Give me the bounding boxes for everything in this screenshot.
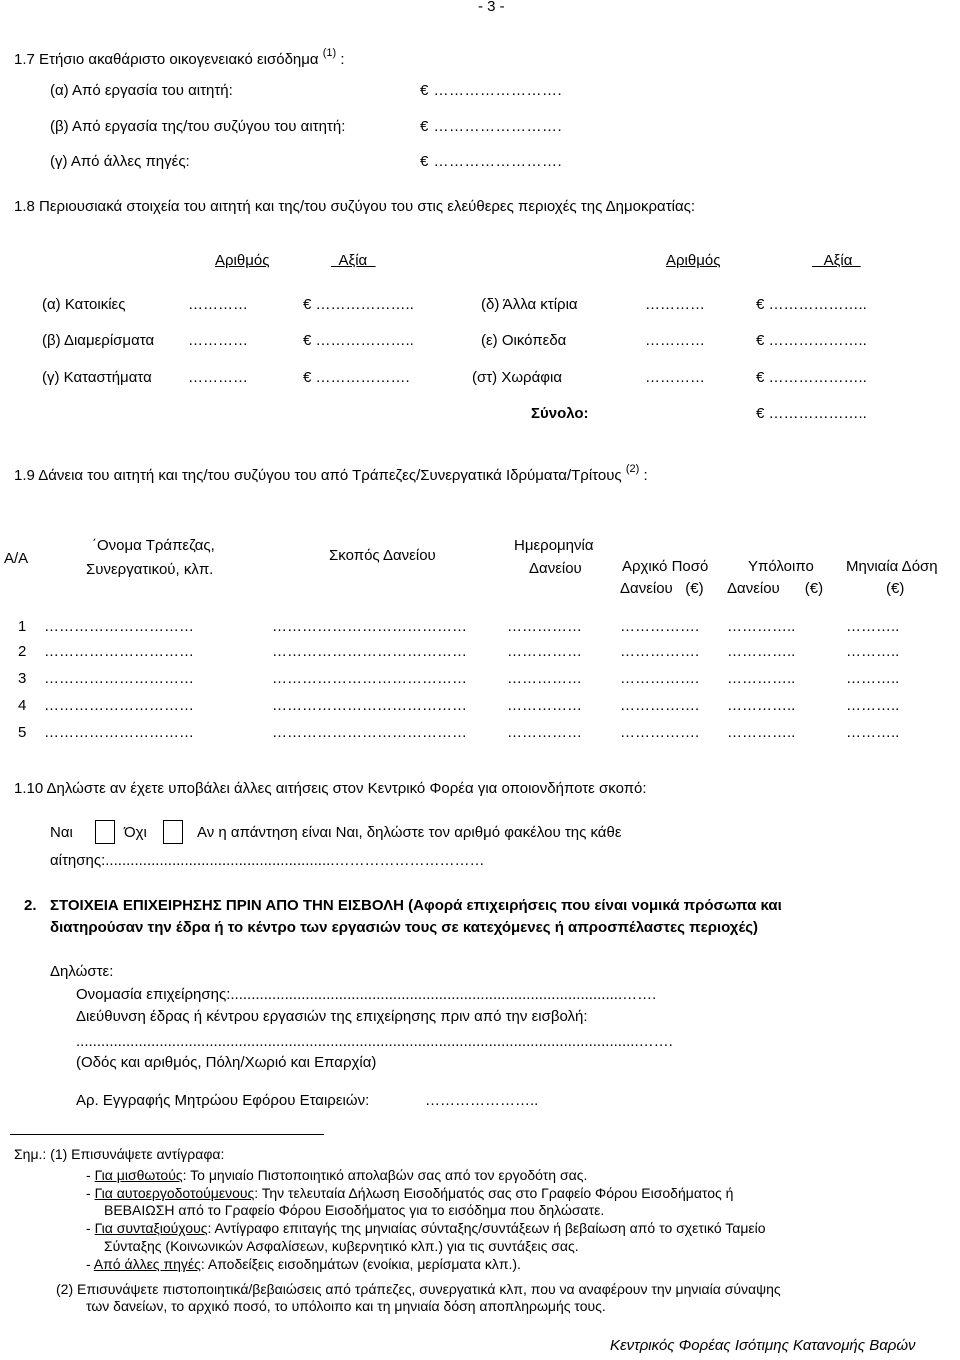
col-header-aa: Α/Α [4,550,29,567]
registry-label: Αρ. Εγγραφής Μητρώου Εφόρου Εταιρειών: [76,1092,370,1109]
application-numbers-field[interactable]: αίτησης:.......................................................………………………… [50,852,485,869]
yes-label: Ναι [50,824,73,841]
col-header-date-2: Δανείου [529,560,582,577]
header-number-left: Αριθμός [215,252,270,269]
header-number-right: Αριθμός [666,252,721,269]
income-label-c: (γ) Από άλλες πηγές: [50,153,190,170]
note-item-text: : Αντίγραφο επιταγής της μηνιαίας σύνταξης/συντάξεων ή βεβαίωση από το σχετικό Ταμείο [207,1220,766,1236]
asset-value-c[interactable]: € ………………. [303,369,410,386]
yes-checkbox[interactable] [95,820,115,844]
note-1-head: Σημ.: (1) Επισυνάψετε αντίγραφα: [14,1146,225,1162]
loan-purpose-field[interactable]: ………………………………… [272,670,467,687]
business-name-field[interactable]: Ονομασία επιχείρησης:..............................................................................................……. [76,986,657,1003]
asset-label-c: (γ) Καταστήματα [42,369,152,386]
note-1-item-continuation: ΒΕΒΑΙΩΣΗ από το Γραφείο Φόρου Εισοδήματος για το εισόδημα που δηλώσατε. [104,1202,605,1218]
note-item-heading: Για αυτοεργοδοτούμενους [94,1185,255,1201]
address-field[interactable]: .......................................................................................................................................……. [76,1033,673,1050]
loan-balance-field[interactable]: ………….. [727,697,796,714]
asset-number-f[interactable]: ………… [645,369,705,386]
loan-monthly-field[interactable]: ……….. [846,697,900,714]
assets-total-label: Σύνολο: [531,405,589,422]
asset-value-b[interactable]: € ……………….. [303,332,414,349]
loan-balance-field[interactable]: ………….. [727,670,796,687]
section-1-7-title-text: 1.7 Ετήσιο ακαθάριστο οικογενειακό εισόδημα [14,51,319,68]
header-value-right: Αξία [812,252,861,269]
note-2-line2: των δανείων, το αρχικό ποσό, το υπόλοιπο και τη μηνιαία δόση αποπληρωμής τους. [86,1298,606,1314]
note-dash: - [86,1220,91,1236]
section-2-title-line2: διατηρούσαν την έδρα ή το κέντρο των εργασιών τους σε κατεχόμενες ή απροσπέλαστες περιοχές) [50,919,759,936]
loan-monthly-field[interactable]: ……….. [846,643,900,660]
note-item-heading: Για συνταξιούχους [94,1220,208,1236]
address-label: Διεύθυνση έδρας ή κέντρου εργασιών της επιχείρησης πριν από την εισβολή: [76,1008,588,1025]
asset-label-d: (δ) Άλλα κτίρια [481,296,578,313]
col-header-balance-2: Δανείου (€) [727,580,824,597]
footnote-ref-2: (2) [625,463,640,475]
section-2-title-line1: ΣΤΟΙΧΕΙΑ ΕΠΙΧΕΙΡΗΣΗΣ ΠΡΙΝ ΑΠΟ ΤΗΝ ΕΙΣΒΟΛΗ (Αφορά επιχειρήσεις που είναι νομικά πρόσωπα και [50,897,782,914]
loan-initial-field[interactable]: ……………. [620,643,700,660]
section-2-number: 2. [24,897,37,914]
note-item-heading: Από άλλες πηγές [93,1256,201,1272]
asset-value-d[interactable]: € ……………….. [756,296,867,313]
col-header-bank-1: ΄Ονομα Τράπεζας, [92,537,215,554]
asset-number-a[interactable]: ………… [188,296,248,313]
note-1-item [86,1220,766,1237]
section-1-9-colon: : [643,467,648,484]
col-header-monthly-1: Μηνιαία Δόση [846,558,938,575]
note-1-item [86,1185,733,1202]
section-1-10-title: 1.10 Δηλώστε αν έχετε υποβάλει άλλες αιτήσεις στον Κεντρικό Φορέα για οποιονδήποτε σκοπό: [14,780,647,797]
loan-purpose-field[interactable]: ………………………………… [272,724,467,741]
asset-value-f[interactable]: € ……………….. [756,369,867,386]
income-field-b[interactable]: € ……………………. [420,118,563,135]
assets-total-value[interactable]: € ……………….. [756,405,867,422]
asset-value-a[interactable]: € ……………….. [303,296,414,313]
loan-balance-field[interactable]: ………….. [727,643,796,660]
asset-number-c[interactable]: ………… [188,369,248,386]
if-yes-instruction: Αν η απάντηση είναι Ναι, δηλώστε τον αριθμό φακέλου της κάθε [197,824,622,841]
header-value-left: Αξία [331,252,376,269]
asset-number-b[interactable]: ………… [188,332,248,349]
col-header-balance-1: Υπόλοιπο [748,558,814,575]
loan-bank-field[interactable]: ………………………… [44,724,194,741]
section-1-8-title: 1.8 Περιουσιακά στοιχεία του αιτητή και της/του συζύγου του στις ελεύθερες περιοχές της Δημοκρατίας: [14,198,696,215]
loan-initial-field[interactable]: ……………. [620,670,700,687]
loan-date-field[interactable]: …………… [507,670,582,687]
col-header-purpose: Σκοπός Δανείου [329,547,436,564]
asset-label-b: (β) Διαμερίσματα [42,332,155,349]
address-hint: (Οδός και αριθμός, Πόλη/Χωριό και Επαρχία) [76,1054,377,1071]
asset-value-e[interactable]: € ……………….. [756,332,867,349]
section-1-9-title-text: 1.9 Δάνεια του αιτητή και της/του συζύγου του από Τράπεζες/Συνεργατικά Ιδρύματα/Τρίτους [14,467,622,484]
loan-bank-field[interactable]: ………………………… [44,670,194,687]
note-2-line1: (2) Επισυνάψετε πιστοποιητικά/βεβαιώσεις από τράπεζες, συνεργατικά κλπ, που να αναφέρουν την μηνιαία σύναψης [56,1281,781,1297]
note-1-item [86,1167,587,1184]
asset-label-e: (ε) Οικόπεδα [481,332,567,349]
col-header-monthly-2: (€) [886,580,905,597]
col-header-bank-2: Συνεργατικού, κλπ. [86,561,214,578]
footer-organization: Κεντρικός Φορέας Ισότιμης Κατανομής Βαρών [610,1337,916,1354]
loan-purpose-field[interactable]: ………………………………… [272,618,467,635]
loan-purpose-field[interactable]: ………………………………… [272,643,467,660]
section-1-7-title [14,47,345,70]
income-label-b: (β) Από εργασία της/του συζύγου του αιτητή: [50,118,346,135]
col-header-date-1: Ημερομηνία [514,537,594,554]
loan-initial-field[interactable]: ……………. [620,724,700,741]
note-item-text: : Την τελευταία Δήλωση Εισοδήματός σας στο Γραφείο Φόρου Εισοδήματος ή [254,1185,734,1201]
col-header-initial-2: Δανείου (€) [620,580,704,597]
loan-initial-field[interactable]: ……………. [620,618,700,635]
loan-balance-field[interactable]: ………….. [727,618,796,635]
loan-purpose-field[interactable]: ………………………………… [272,697,467,714]
no-checkbox[interactable] [163,820,183,844]
income-label-a: (α) Από εργασία του αιτητή: [50,82,233,99]
loan-date-field[interactable]: …………… [507,618,582,635]
note-dash: - [86,1167,91,1183]
asset-label-a: (α) Κατοικίες [42,296,126,313]
loan-row-number: 2 [18,643,27,660]
note-item-heading: Για μισθωτούς [94,1167,183,1183]
note-item-text: : Αποδείξεις εισοδημάτων (ενοίκια, μερίσματα κλπ.). [200,1256,521,1272]
page-number: - 3 - [478,0,505,15]
note-1-item-continuation: Σύνταξης (Κοινωνικών Ασφαλίσεων, κυβερνητικό κλπ.) για τις συντάξεις σας. [104,1238,579,1254]
loan-monthly-field[interactable]: ……….. [846,618,900,635]
note-item-text: : Το μηνιαίο Πιστοποιητικό απολαβών σας από τον εργοδότη σας. [182,1167,588,1183]
loan-date-field[interactable]: …………… [507,643,582,660]
asset-number-e[interactable]: ………… [645,332,705,349]
no-label: Όχι [124,824,147,841]
section-1-9-title [14,463,648,486]
income-field-c[interactable]: € ……………………. [420,153,563,170]
loan-row-number: 1 [18,618,27,635]
loan-date-field[interactable]: …………… [507,697,582,714]
asset-number-d[interactable]: ………… [645,296,705,313]
loan-monthly-field[interactable]: ……….. [846,670,900,687]
asset-label-f: (στ) Χωράφια [472,369,562,386]
section-1-7-colon: : [340,51,345,68]
loan-row-number: 5 [18,724,27,741]
loan-bank-field[interactable]: ………………………… [44,618,194,635]
notes-divider [10,1134,324,1135]
loan-row-number: 3 [18,670,27,687]
note-dash: - [86,1185,91,1201]
loan-monthly-field[interactable]: ……….. [846,724,900,741]
loan-bank-field[interactable]: ………………………… [44,643,194,660]
col-header-initial-1: Αρχικό Ποσό [622,558,709,575]
loan-balance-field[interactable]: ………….. [727,724,796,741]
loan-initial-field[interactable]: ……………. [620,697,700,714]
loan-bank-field[interactable]: ………………………… [44,697,194,714]
loan-row-number: 4 [18,697,27,714]
loan-date-field[interactable]: …………… [507,724,582,741]
income-field-a[interactable]: € ……………………. [420,82,563,99]
footnote-ref-1: (1) [322,47,337,59]
registry-field[interactable]: ………………….. [425,1092,539,1109]
note-1-item [86,1256,521,1273]
note-dash: - [86,1256,91,1272]
declare-label: Δηλώστε: [50,963,114,980]
